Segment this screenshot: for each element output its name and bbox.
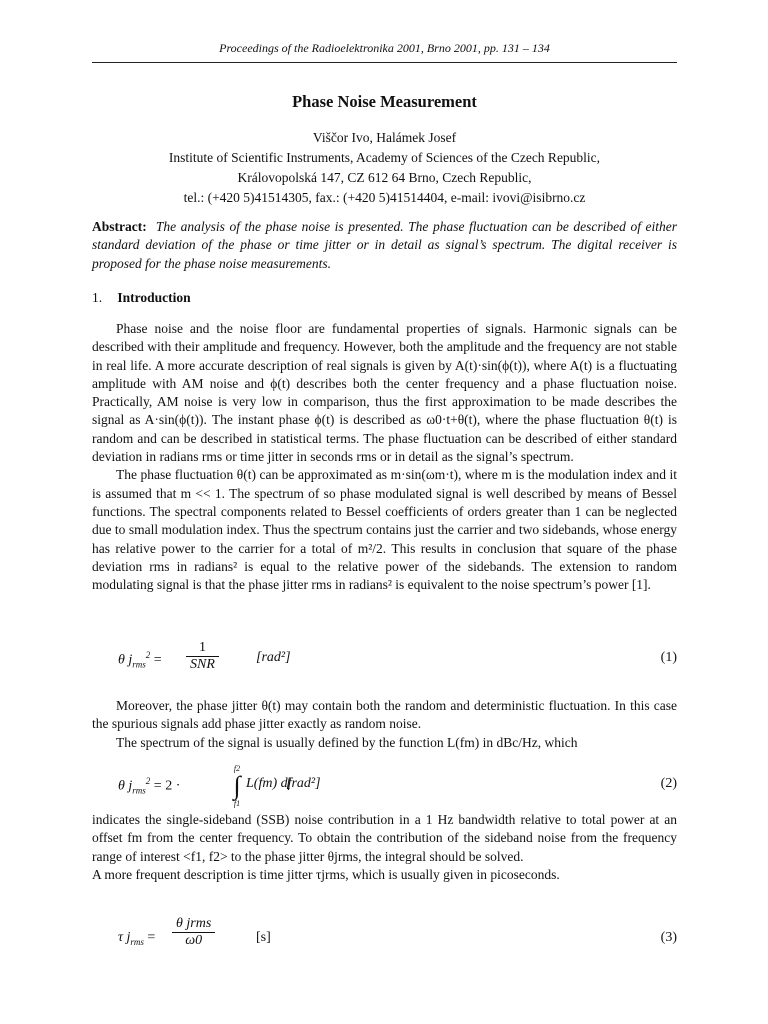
paragraph-5: indicates the single-sideband (SSB) noise contribution in a 1 Hz bandwidth relative to total power at an offset fm from the center frequency. To obtain the contribution of the sideband noise from the frequency range of interest <f1, f2> to the phase jitter θjrms, the integral should be solved. [92, 812, 677, 864]
author-address: Královopolská 147, CZ 612 64 Brno, Czech Republic, [237, 170, 532, 185]
eq3-lhs: τ $j_{rms}$ = [118, 930, 156, 947]
equation-1 [92, 640, 677, 680]
paragraph-3: Moreover, the phase jitter θ(t) may contain both the random and deterministic fluctuation. In this case the spurious signals add phase jitter exactly as random noise. [92, 698, 677, 732]
eq3-unit: [s] [256, 930, 271, 945]
header-rule [92, 62, 677, 63]
equation-2 [92, 764, 677, 810]
eq1-fraction: 1 SNR [186, 640, 219, 673]
eq1-label: (1) [660, 650, 677, 665]
eq3-label: (3) [660, 930, 677, 945]
abstract-text: The analysis of the phase noise is presented. The phase fluctuation can be described of either standard deviation of the phase or time jitter or in detail as signal’s spectrum. The digital receiver is proposed for the phase noise measurements. [92, 219, 677, 271]
paper-title: Phase Noise Measurement [292, 92, 477, 111]
section-title: Introduction [117, 290, 191, 305]
equation-3 [92, 916, 677, 966]
abstract [92, 218, 677, 273]
author-institute: Institute of Scientific Instruments, Academy of Sciences of the Czech Republic, [168, 150, 601, 165]
paragraph-1: Phase noise and the noise floor are fundamental properties of signals. Harmonic signals can be described with their amplitude and frequency. However, both the amplitude and the frequency are not stable in real life. A more accurate description of real signals is given by A(t)·sin(ϕ(t)), where A(t) is a fluctuating amplitude with AM noise and ϕ(t) describes both the center frequency and a phase fluctuation noise. Practically, AM noise is very low in comparison, thus the first approximation to be made describes the signal as A·sin(ϕ(t)). The instant phase ϕ(t) is described as ω0·t+θ(t), where the phase fluctuation θ(t) is random and can be described in statistical terms. The phase fluctuation can be described of either standard deviation in radians rms or time jitter in seconds rms or in detail as the signal’s spectrum. [92, 321, 677, 465]
author-contact: tel.: (+420 5)41514305, fax.: (+420 5)41514404, e-mail: ivovi@isibrno.cz [183, 190, 586, 205]
eq2-integrand: L(fm) df [246, 776, 292, 791]
abstract-label: Abstract: [92, 219, 147, 234]
author-names: Viščor Ivo, Halámek Josef [312, 130, 457, 145]
eq2-label: (2) [660, 776, 677, 791]
section-heading [92, 290, 191, 306]
paragraph-6: A more frequent description is time jitter τjrms, which is usually given in picoseconds. [92, 866, 560, 882]
intro-body [92, 320, 677, 594]
eq3-fraction: θ jrms ω0 [172, 916, 215, 949]
body-after-eq2 [92, 811, 677, 884]
citation-header: Proceedings of the Radioelektronika 2001, Brno 2001, pp. 131 – 134 [219, 41, 550, 55]
eq2-unit: [rad²] [286, 776, 321, 791]
eq2-lhs: θ $j_{rms}^2 = 2$ · [118, 776, 181, 796]
paragraph-2: The phase fluctuation θ(t) can be approximated as m·sin(ωm·t), where m is the modulation index and it is assumed that m << 1. The spectrum of so phase modulated signal is well described by means of Bessel functions. The spectral components related to Bessel coefficients of orders greater than 1 can be neglected due to small modulation index. Thus the spectrum contains just the carrier and two sidebands, whose energy has relative power to the carrier for a total of m²/2. This results in conclusion that square of the phase deviation rms in radians² is equal to the relative power of the sidebands. The extension to random modulating signal is that the phase jitter rms in radians² is equivalent to the noise spectrum’s power [1]. [92, 467, 677, 593]
paragraph-4: The spectrum of the signal is usually defined by the function L(fm) in dBc/Hz, which [116, 734, 578, 750]
author-block [92, 128, 677, 208]
body-after-eq1 [92, 697, 677, 752]
eq1-unit: [rad²] [256, 650, 291, 665]
eq1-lhs: θ $j_{rms}^2$ = [118, 650, 162, 670]
section-number: 1. [92, 290, 103, 305]
eq2-integral: f2 ∫ f1 [233, 764, 241, 808]
